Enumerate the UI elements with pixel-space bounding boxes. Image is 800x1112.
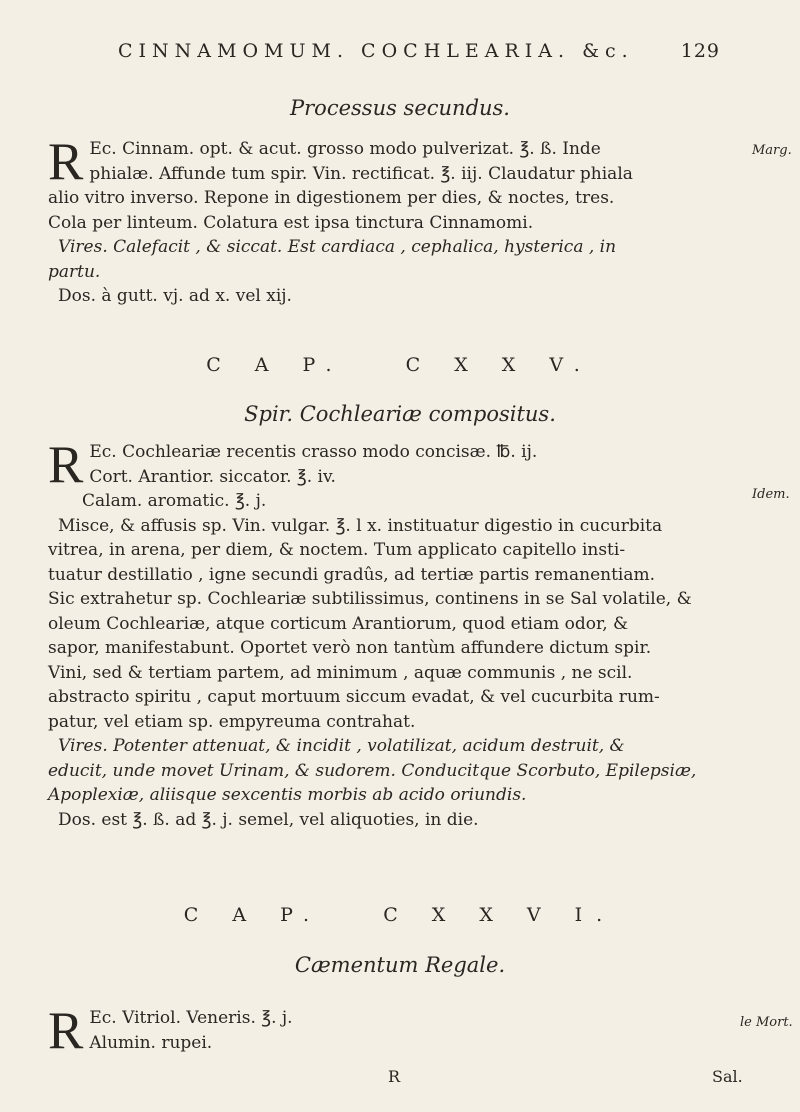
chapter-title: Cæmentum Regale.: [294, 953, 506, 977]
chapter125-text: [48, 436, 742, 832]
text-line: Sic extrahetur sp. Cochleariæ subtilissimus, continens in se Sal volatile, &: [48, 589, 692, 609]
page-number: 129: [680, 40, 720, 62]
text-line: Dos. est ℥. ß. ad ℥. j. semel, vel aliquoties, in die.: [58, 809, 479, 830]
text-line: phialæ. Affunde tum spir. Vin. rectificat. ℥. iij. Claudatur phiala: [89, 163, 633, 184]
chapter-title: Spir. Cochleariæ compositus.: [244, 402, 556, 426]
section1-text: [48, 133, 742, 309]
running-title: CINNAMOMUM. COCHLEARIA. &c.: [118, 40, 634, 62]
text-line: educit, unde movet Urinam, & sudorem. Conducitque Scorbuto, Epilepsiæ,: [48, 760, 697, 781]
signature-mark: R: [388, 1067, 401, 1086]
text-line: Cola per linteum. Colatura est ipsa tinctura Cinnamomi.: [48, 212, 534, 233]
chapter-heading: C A P. C X X V I.: [183, 904, 617, 926]
text-line: vitrea, in arena, per diem, & noctem. Tum applicato capitello insti-: [48, 540, 626, 560]
margin-note-marg: Marg.: [752, 143, 792, 158]
text-line: Cort. Arantior. siccator. ℥. iv.: [89, 466, 336, 487]
section-title: Processus secundus.: [290, 96, 510, 120]
text-line: Calam. aromatic. ℥. j.: [82, 491, 267, 511]
text-line: Misce, & affusis sp. Vin. vulgar. ℥. l x. instituatur digestio in cucurbita: [58, 515, 663, 536]
text-line: Alumin. rupei.: [89, 1032, 213, 1053]
text-line: Apoplexiæ, aliisque sexcentis morbis ab acido oriundis.: [48, 785, 527, 805]
text-line: oleum Cochleariæ, atque corticum Arantiorum, quod etiam odor, &: [48, 613, 629, 634]
dropcap: R: [48, 133, 84, 191]
text-line: Vini, sed & tertiam partem, ad minimum , aquæ communis , ne scil.: [48, 662, 633, 683]
text-line: tuatur destillatio , igne secundi gradûs, ad tertiæ partis remanentiam.: [48, 564, 656, 585]
running-head: [118, 40, 720, 62]
dropcap: R: [48, 436, 84, 494]
text-line: Ec. Cinnam. opt. & acut. grosso modo pulverizat. ℥. ß. Inde: [89, 139, 601, 159]
text-line: Ec. Vitriol. Veneris. ℥. j.: [89, 1008, 293, 1028]
dropcap: R: [48, 1002, 84, 1060]
chapter126-text: [48, 1002, 742, 1060]
margin-note-idem: Idem.: [752, 487, 790, 502]
text-line: partu.: [48, 261, 101, 282]
text-line: alio vitro inverso. Repone in digestionem per dies, & noctes, tres.: [48, 188, 615, 208]
margin-note-le-mort: le Mort.: [740, 1015, 793, 1030]
text-line: Vires. Calefacit , & siccat. Est cardiaca , cephalica, hysterica , in: [58, 237, 617, 257]
text-line: Dos. à gutt. vj. ad x. vel xij.: [58, 286, 292, 306]
text-line: Ec. Cochleariæ recentis crasso modo concisæ. ℔. ij.: [89, 442, 538, 462]
text-line: abstracto spiritu , caput mortuum siccum evadat, & vel cucurbita rum-: [48, 687, 660, 707]
chapter-heading: C A P. C X X V.: [206, 354, 594, 376]
text-line: sapor, manifestabunt. Oportet verò non tantùm affundere dictum spir.: [48, 638, 652, 658]
text-line: patur, vel etiam sp. empyreuma contrahat.: [48, 711, 416, 732]
text-line: Vires. Potenter attenuat, & incidit , volatilizat, acidum destruit, &: [58, 736, 625, 756]
catchword: Sal.: [712, 1067, 743, 1086]
